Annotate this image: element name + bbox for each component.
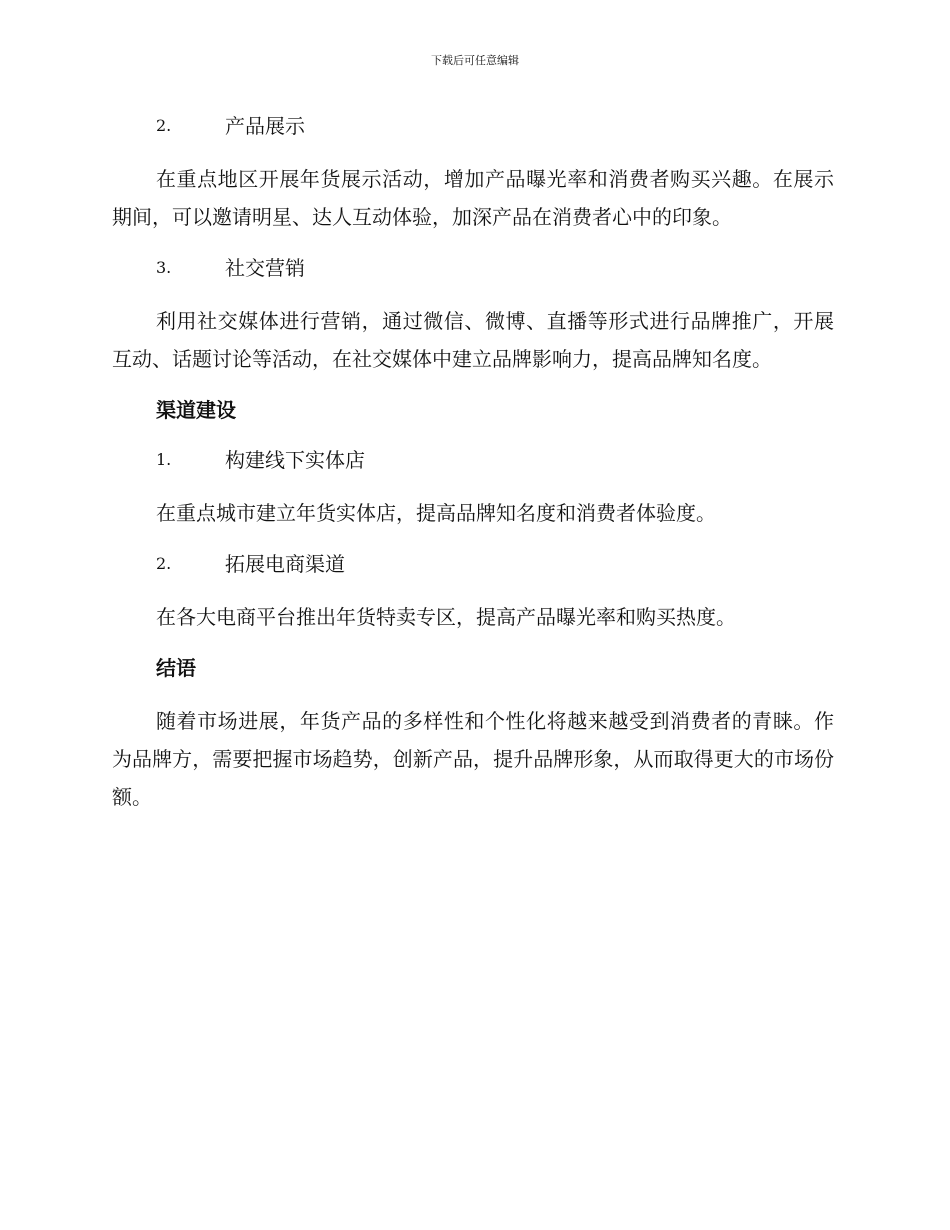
- paragraph-ecommerce: 在各大电商平台推出年货特卖专区，提高产品曝光率和购买热度。: [156, 605, 736, 629]
- list-item-label: 社交营销: [225, 256, 305, 280]
- list-item-label: 拓展电商渠道: [225, 552, 345, 576]
- paragraph-conclusion: 随着市场进展，年货产品的多样性和个性化将越来越受到消费者的青睐。作为品牌方，需要把握市场趋势，创新产品，提升品牌形象，从而取得更大的市场份额。: [112, 709, 834, 809]
- page-header: 下载后可任意编辑: [431, 54, 519, 67]
- list-item-offline-store: [156, 444, 834, 476]
- section-heading-channel: 渠道建设: [156, 398, 236, 422]
- list-number: 2.: [156, 554, 172, 573]
- section-heading-conclusion: 结语: [156, 656, 196, 680]
- paragraph-social-marketing: 利用社交媒体进行营销，通过微信、微博、直播等形式进行品牌推广，开展互动、话题讨论等活动，在社交媒体中建立品牌影响力，提高品牌知名度。: [112, 309, 834, 371]
- list-item-product-display: [156, 110, 834, 142]
- list-item-label: 构建线下实体店: [225, 448, 365, 472]
- list-item-ecommerce: [156, 548, 834, 580]
- list-number: 3.: [156, 258, 172, 277]
- list-item-label: 产品展示: [225, 114, 305, 138]
- paragraph-offline-store: 在重点城市建立年货实体店，提高品牌知名度和消费者体验度。: [156, 501, 716, 525]
- document-body: [112, 110, 834, 816]
- list-item-social-marketing: [156, 252, 834, 284]
- paragraph-product-display: 在重点地区开展年货展示活动，增加产品曝光率和消费者购买兴趣。在展示期间，可以邀请明星、达人互动体验，加深产品在消费者心中的印象。: [112, 167, 834, 229]
- list-number: 1.: [156, 450, 172, 469]
- list-number: 2.: [156, 116, 172, 135]
